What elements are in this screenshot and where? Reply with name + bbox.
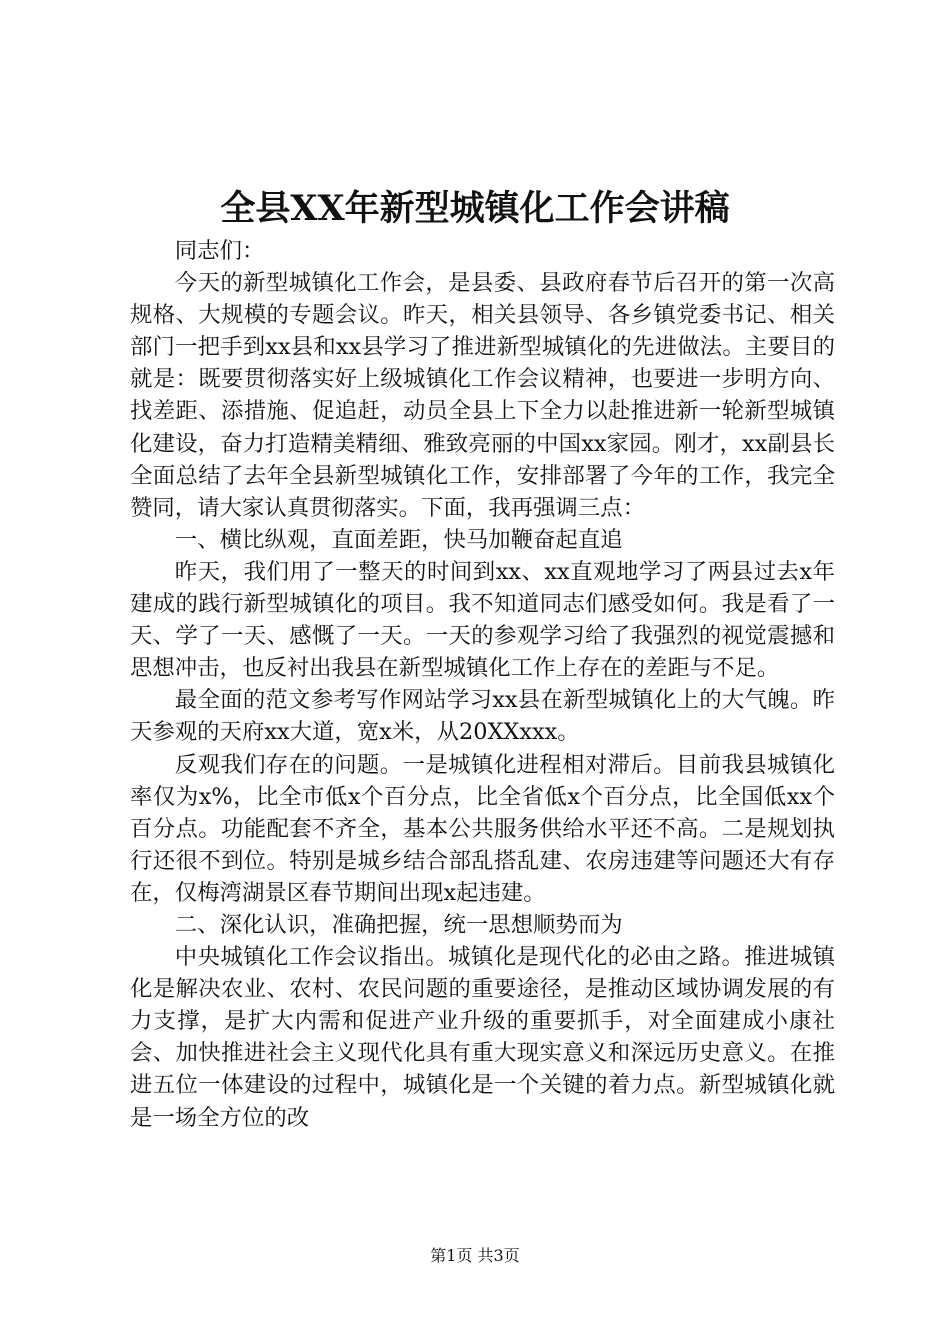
section-heading: 二、深化认识，准确把握，统一思想顺势而为	[174, 911, 623, 938]
paragraph: 反观我们存在的问题。一是城镇化进程相对滞后。目前我县城镇化率仅为x%，比全市低x个百分点，比全省低x个百分点，比全国低xx个百分点。功能配套不齐全，基本公共服务供给水平还不高。二是规划执行还很不到位。特别是城乡结合部乱搭乱建、农房违建等问题还大有存在，仅梅湾湖景区春节期间出现x起违建。	[130, 751, 835, 906]
salutation: 同志们：	[174, 238, 265, 264]
section-heading: 一、横比纵观，直面差距，快马加鞭奋起直追	[174, 526, 623, 553]
paragraph: 最全面的范文参考写作网站学习xx县在新型城镇化上的大气魄。昨天参观的天府xx大道，宽x米，从20XXxxx。	[130, 687, 835, 746]
document-title: 全县XX年新型城镇化工作会讲稿	[220, 188, 730, 229]
paragraph: 中央城镇化工作会议指出。城镇化是现代化的必由之路。推进城镇化是解决农业、农村、农民问题的重要途径，是推动区域协调发展的有力支撑，是扩大内需和促进产业升级的重要抓手，对全面建成小康社会、加快推进社会主义现代化具有重大现实意义和深远历史意义。在推进五位一体建设的过程中，城镇化是一个关键的着力点。新型城镇化就是一场全方位的改	[130, 944, 835, 1131]
document-body	[130, 235, 835, 1134]
page-footer: 第1页 共3页	[430, 1246, 520, 1265]
paragraph: 昨天，我们用了一整天的时间到xx、xx直观地学习了两县过去x年建成的践行新型城镇化的项目。我不知道同志们感受如何。我是看了一天、学了一天、感慨了一天。一天的参观学习给了我强烈的视觉震撼和思想冲击，也反衬出我县在新型城镇化工作上存在的差距与不足。	[130, 558, 835, 682]
paragraph: 今天的新型城镇化工作会，是县委、县政府春节后召开的第一次高规格、大规模的专题会议。昨天，相关县领导、各乡镇党委书记、相关部门一把手到xx县和xx县学习了推进新型城镇化的先进做法。主要目的就是：既要贯彻落实好上级城镇化工作会议精神，也要进一步明方向、找差距、添措施、促追赶，动员全县上下全力以赴推进新一轮新型城镇化建设，奋力打造精美精细、雅致亮丽的中国xx家园。刚才，xx副县长全面总结了去年全县新型城镇化工作，安排部署了今年的工作，我完全赞同，请大家认真贯彻落实。下面，我再强调三点：	[130, 270, 835, 521]
